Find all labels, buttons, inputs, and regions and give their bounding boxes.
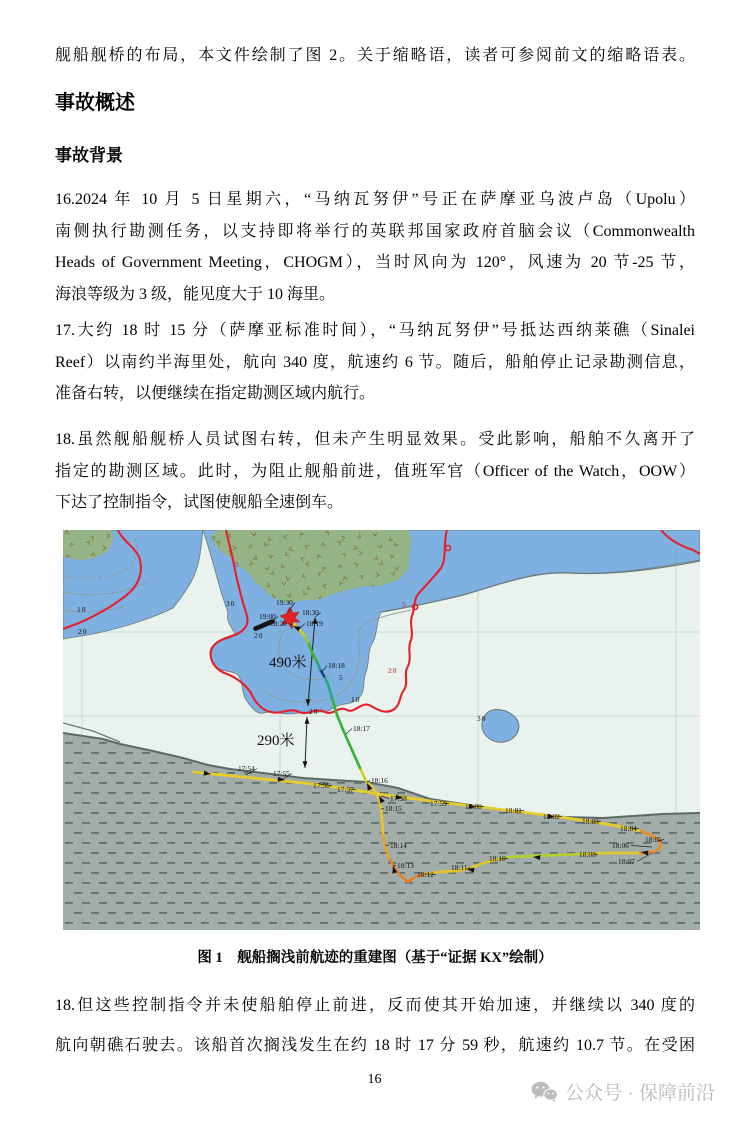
svg-text:30: 30 [226,599,236,608]
paragraph-17 [55,315,695,410]
page-number: 16 [367,1072,382,1087]
svg-text:18:14: 18:14 [390,841,407,850]
svg-text:20: 20 [388,666,398,675]
svg-text:18:01: 18:01 [505,806,522,815]
svg-text:18:02: 18:02 [543,812,560,821]
svg-text:17:56: 17:56 [313,781,330,790]
svg-text:17:57: 17:57 [337,785,354,794]
svg-text:18:05: 18:05 [645,835,662,844]
svg-text:17:55: 17:55 [273,769,290,778]
svg-text:18:08: 18:08 [579,850,596,859]
svg-text:18:00: 18:00 [465,802,482,811]
wechat-icon [531,1081,558,1103]
svg-text:18:20: 18:20 [270,619,287,628]
body-text-line: 准备右转，以便继续在指定勘测区域内航行。 [55,385,376,402]
svg-text:18:16: 18:16 [371,776,388,785]
svg-text:18:30: 18:30 [302,608,319,617]
paragraph-18b [55,986,695,1066]
svg-text:18:12: 18:12 [417,870,434,879]
body-text-line: 海浪等级为 3 级，能见度大于 10 海里。 [55,285,336,303]
body-text-line: Reef）以南约半海里处，航向 340 度，航速约 6 节。随后，船舶停止记录勘测信息， [55,353,695,371]
body-text-line: 16.2024 年 10 月 5 日星期六，“马纳瓦努伊”号正在萨摩亚乌波卢岛（Upolu） [55,191,695,208]
svg-text:18:13: 18:13 [397,861,414,870]
heading-accident-overview: 事故概述 [55,92,135,114]
body-text-line: 18.但这些控制指令并未使船舶停止前进，反而使其开始加速，并继续以 340 度的 [55,997,695,1014]
svg-text:5: 5 [339,673,344,682]
body-text-line: 航向朝礁石驶去。该船首次搁浅发生在约 18 时 17 分 59 秒，航速约 10.7 节。在受困 [55,1037,695,1054]
svg-text:18:17: 18:17 [353,724,370,733]
svg-text:17:58: 17:58 [390,794,407,803]
svg-text:18:15: 18:15 [385,804,402,813]
heading-accident-background: 事故背景 [55,146,123,165]
svg-text:18:19: 18:19 [306,619,323,628]
body-text-line: Heads of Government Meeting，CHOGM），当时风向为 120°，风速为 20 节-25 节， [55,254,695,271]
watermark-label: 公众号 · 保障前沿 [565,1083,715,1104]
svg-text:20: 20 [309,707,319,716]
body-text-line: 17.大约 18 时 15 分（萨摩亚标准时间），“马纳瓦努伊”号抵达西纳莱礁（Sinalei [55,322,695,339]
paragraph-18 [55,424,695,519]
svg-text:19:00: 19:00 [259,612,276,621]
svg-text:10: 10 [77,605,87,614]
svg-text:5: 5 [235,560,240,569]
figure-caption: 图 1 舰船搁浅前航迹的重建图（基于“证据 KX”绘制） [197,950,553,966]
intro-paragraph [55,40,695,72]
svg-text:18:03: 18:03 [582,817,599,826]
wechat-watermark [531,1078,715,1105]
body-text-line: 南侧执行勘测任务，以支持即将举行的英联邦国家政府首脑会议（Commonwealth [55,222,695,240]
svg-text:20: 20 [254,631,264,640]
svg-text:490米: 490米 [269,655,307,671]
svg-text:18:10: 18:10 [489,854,506,863]
svg-text:18:04: 18:04 [620,824,637,833]
svg-text:5: 5 [402,600,407,609]
svg-text:18:06: 18:06 [612,841,629,850]
track-map-svg [63,530,700,930]
figure-track-map [63,530,700,930]
body-text-line: 下达了控制指令，试图使舰船全速倒车。 [55,494,344,511]
svg-text:18:11: 18:11 [451,863,468,872]
svg-text:18:18: 18:18 [328,661,345,670]
svg-text:17:59: 17:59 [430,799,447,808]
svg-text:18:07: 18:07 [618,857,635,866]
svg-text:30: 30 [477,714,487,723]
paragraph-16 [55,184,695,310]
body-text-line: 指定的勘测区域。此时，为阻止舰船前进，值班军官（Officer of the Watch，OOW） [55,462,695,480]
svg-text:17:54: 17:54 [238,764,255,773]
svg-text:10: 10 [351,695,361,704]
svg-text:19:30: 19:30 [276,598,293,607]
svg-text:20: 20 [78,627,88,636]
body-text-line: 18.虽然舰船舰桥人员试图右转，但未产生明显效果。受此影响，船舶不久离开了 [55,431,695,448]
svg-text:290米: 290米 [257,733,295,749]
intro-line: 舰船舰桥的布局，本文件绘制了图 2。关于缩略语，读者可参阅前文的缩略语表。 [55,47,695,64]
